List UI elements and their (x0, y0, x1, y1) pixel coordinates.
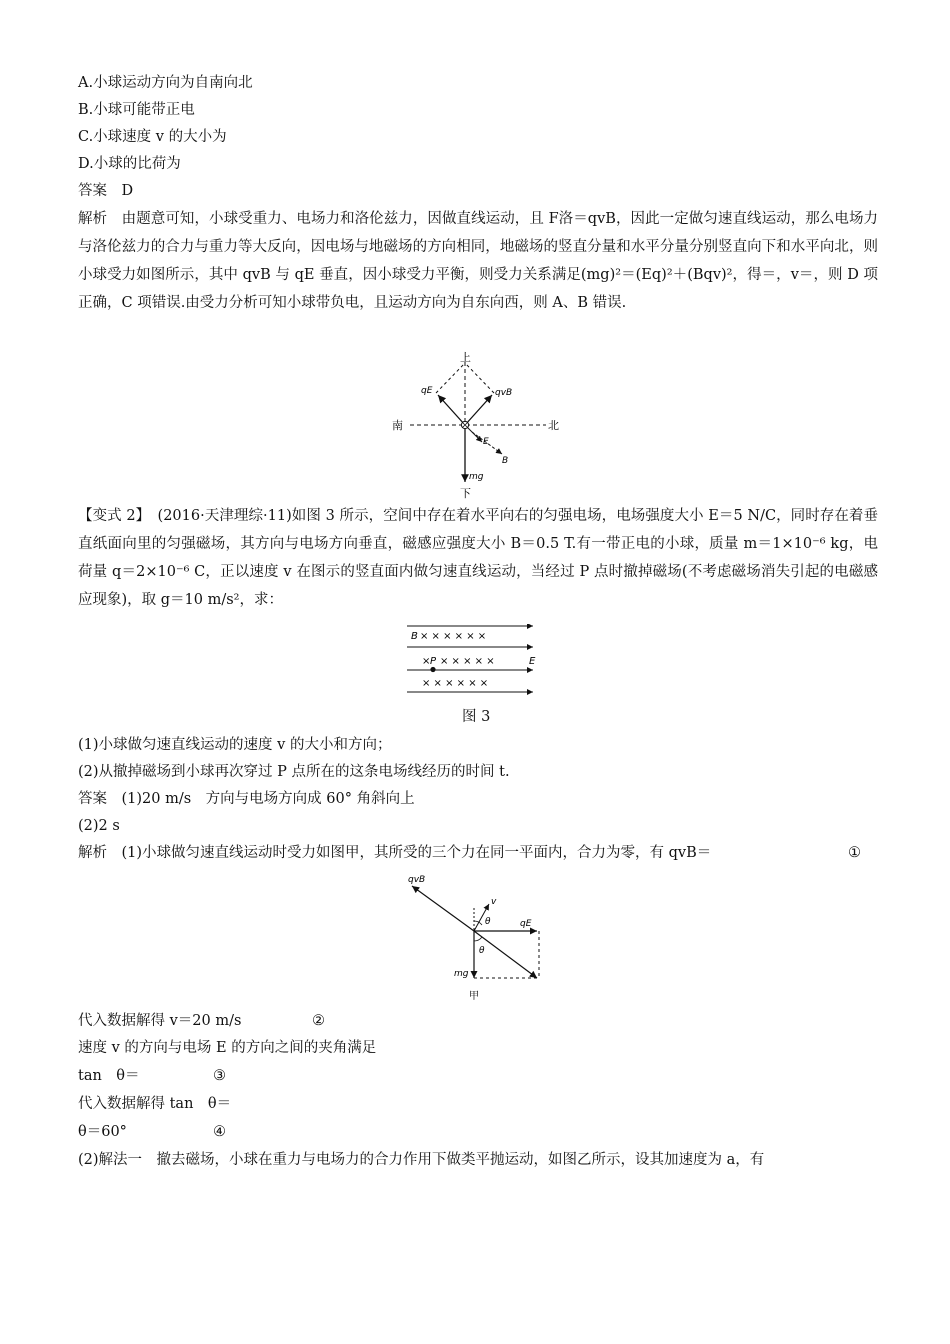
svg-text:θ: θ (485, 917, 491, 927)
step-3: 速度 v 的方向与电场 E 的方向之间的夹角满足 (78, 1040, 377, 1056)
force-diagram-1 (388, 350, 568, 500)
equation-number-1: ① (848, 845, 861, 861)
option-d: D.小球的比荷为 (78, 156, 181, 172)
step-2: 代入数据解得 v＝20 m/s (78, 1013, 242, 1029)
qvB-arrow (465, 395, 492, 425)
qE-arrow (438, 395, 465, 425)
svg-text:南: 南 (392, 419, 403, 432)
option-a: A.小球运动方向为自南向北 (78, 75, 253, 91)
svg-text:B: B (502, 456, 509, 466)
svg-text:上: 上 (460, 351, 471, 364)
svg-text:× × × × ×: × × × × × (440, 656, 495, 667)
step-7: (2)解法一 撤去磁场，小球在重力与电场力的合力作用下做类平抛运动，如图乙所示，设其加速度为 a，有 (78, 1152, 765, 1168)
svg-text:× × × × × ×: × × × × × × (420, 631, 487, 642)
svg-text:qE: qE (520, 919, 532, 929)
equation-number-4: ④ (213, 1124, 226, 1140)
svg-text:θ: θ (479, 946, 485, 956)
equation-number-3: ③ (213, 1068, 226, 1084)
svg-text:E: E (483, 437, 489, 447)
svg-text:E: E (529, 656, 536, 667)
option-c: C.小球速度 v 的大小为 (78, 129, 227, 145)
figure-3-caption: 图 3 (462, 709, 491, 725)
svg-text:qvB: qvB (408, 875, 426, 885)
svg-text:B: B (411, 631, 418, 642)
option-b: B.小球可能带正电 (78, 102, 195, 118)
svg-text:qvB: qvB (495, 388, 513, 398)
svg-text:北: 北 (548, 419, 559, 432)
svg-text:mg: mg (469, 472, 484, 482)
variant-2-question: 【变式 2】 (2016·天津理综·11)如图 3 所示，空间中存在着水平向右的匀强电场，电场强度大小 E＝5 N/C，同时存在着垂直纸面向里的匀强磁场，其方向与电场方向垂直，磁感应强度大小 B＝0.5 T.有一带正电的小球，质量 m＝1×10⁻⁶ kg，电荷量 q＝2×10⁻⁶ C，正以速度 v 在图示的竖直面内做匀速直线运动，当经过 P 点时撤掉磁场(不考虑磁场消失引起的电磁感应现象)，取 g＝10 m/s²，求： (78, 508, 878, 608)
analysis-2: 解析 (1)小球做匀速直线运动时受力如图甲，其所受的三个力在同一平面内，合力为零，有 qvB＝ (78, 845, 712, 861)
question-2: (2)从撤掉磁场到小球再次穿过 P 点所在的这条电场线经历的时间 t. (78, 764, 510, 780)
answer-1: 答案 D (78, 183, 134, 199)
field-diagram-3 (405, 624, 545, 696)
svg-text:甲: 甲 (469, 991, 479, 1002)
equation-number-2: ② (312, 1013, 325, 1029)
force-diagram-jia (402, 868, 552, 1006)
svg-text:×: × (422, 656, 431, 667)
step-6: θ＝60° (78, 1124, 127, 1140)
p-point-icon (430, 667, 435, 672)
step-4: tan θ＝ (78, 1068, 140, 1084)
question-1: (1)小球做匀速直线运动的速度 v 的大小和方向； (78, 737, 392, 753)
svg-text:P: P (430, 656, 437, 667)
analysis-1: 解析 由题意可知，小球受重力、电场力和洛伦兹力，因做直线运动，且 F洛＝qvB，因此一定做匀速直线运动，那么电场力与洛伦兹力的合力与重力等大反向，因电场与地磁场的方向相同，地磁场的竖直分量和水平分量分别竖直向下和水平向北，则小球受力如图所示，其中 qvB 与 qE 垂直，因小球受力平衡，则受力关系满足(mg)²＝(Eq)²＋(Bqv)²，得＝，v＝，则 D 项正确，C 项错误.由受力分析可知小球带负电，且运动方向为自东向西，则 A、B 错误. (78, 211, 878, 311)
answer-2b: (2)2 s (78, 818, 120, 834)
svg-text:qE: qE (421, 386, 433, 396)
step-5: 代入数据解得 tan θ＝ (78, 1096, 232, 1112)
svg-text:× × × × × ×: × × × × × × (422, 678, 489, 689)
svg-text:mg: mg (454, 969, 469, 979)
svg-text:v: v (491, 897, 497, 907)
svg-text:下: 下 (460, 487, 471, 500)
answer-2a: 答案 (1)20 m/s 方向与电场方向成 60° 角斜向上 (78, 791, 415, 807)
